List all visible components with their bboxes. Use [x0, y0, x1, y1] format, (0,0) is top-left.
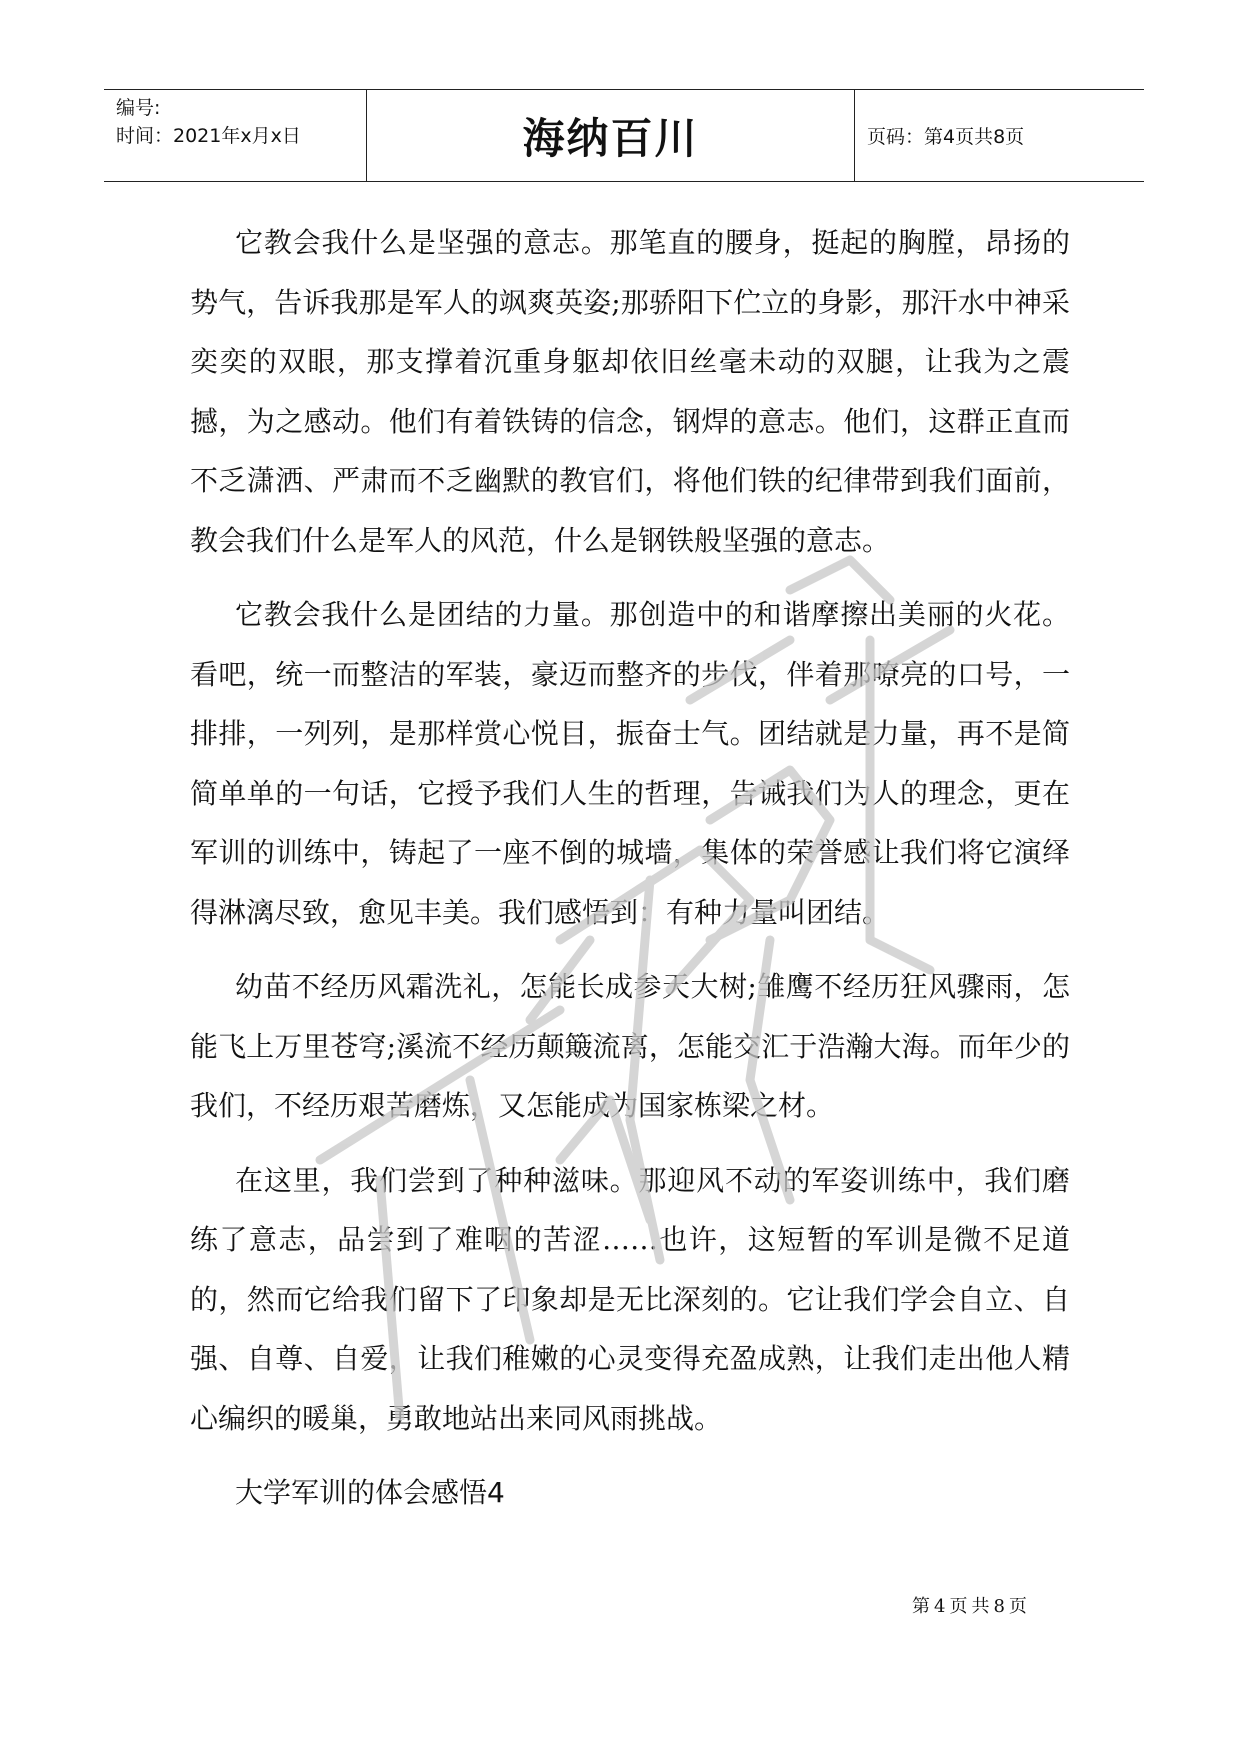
- header-page-number: 页码：第4页共8页: [867, 126, 1025, 148]
- section-subheading: 大学军训的体会感悟4: [235, 1476, 505, 1509]
- body-paragraph: 在这里，我们尝到了种种滋味。那迎风不动的军姿训练中，我们磨练了意志，品尝到了难咽的苦涩……也许，这短暂的军训是微不足道的，然而它给我们留下了印象却是无比深刻的。它让我们学会自立、自强、自尊、自爱，让我们稚嫩的心灵变得充盈成熟，让我们走出他人精心编织的暖巢，勇敢地站出来同风雨挑战。: [190, 1163, 1070, 1435]
- body-paragraph: 它教会我什么是团结的力量。那创造中的和谐摩擦出美丽的火花。看吧，统一而整洁的军装，豪迈而整齐的步伐，伴着那嘹亮的口号，一排排，一列列，是那样赏心悦目，振奋士气。团结就是力量，再不是简简单单的一句话，它授予我们人生的哲理，告诫我们为人的理念，更在军训的训练中，铸起了一座不倒的城墙，集体的荣誉感让我们将它演绎得淋漓尽致，愈见丰美。我们感悟到：有种力量叫团结。: [190, 598, 1070, 929]
- header-meta: [104, 90, 367, 181]
- page-header: [104, 89, 1144, 182]
- header-title: 海纳百川: [367, 90, 855, 181]
- document-time-label: 时间：2021年x月x日: [116, 125, 301, 147]
- body-paragraph: 它教会我什么是坚强的意志。那笔直的腰身，挺起的胸膛，昂扬的势气，告诉我那是军人的飒爽英姿;那骄阳下伫立的身影，那汗水中神采奕奕的双眼，那支撑着沉重身躯却依旧丝毫未动的双腿，让我为之震撼，为之感动。他们有着铁铸的信念，钢焊的意志。他们，这群正直而不乏潇洒、严肃而不乏幽默的教官们，将他们铁的纪律带到我们面前，教会我们什么是军人的风范，什么是钢铁般坚强的意志。: [190, 226, 1070, 557]
- page-footer: 第4页共8页: [912, 1596, 1031, 1617]
- document-number-label: 编号:: [116, 97, 161, 119]
- document-body: [190, 213, 1070, 1538]
- body-paragraph: 幼苗不经历风霜洗礼，怎能长成参天大树;雏鹰不经历狂风骤雨，怎能飞上万里苍穹;溪流不经历颠簸流离，怎能交汇于浩瀚大海。而年少的我们，不经历艰苦磨炼，又怎能成为国家栋梁之材。: [190, 970, 1070, 1122]
